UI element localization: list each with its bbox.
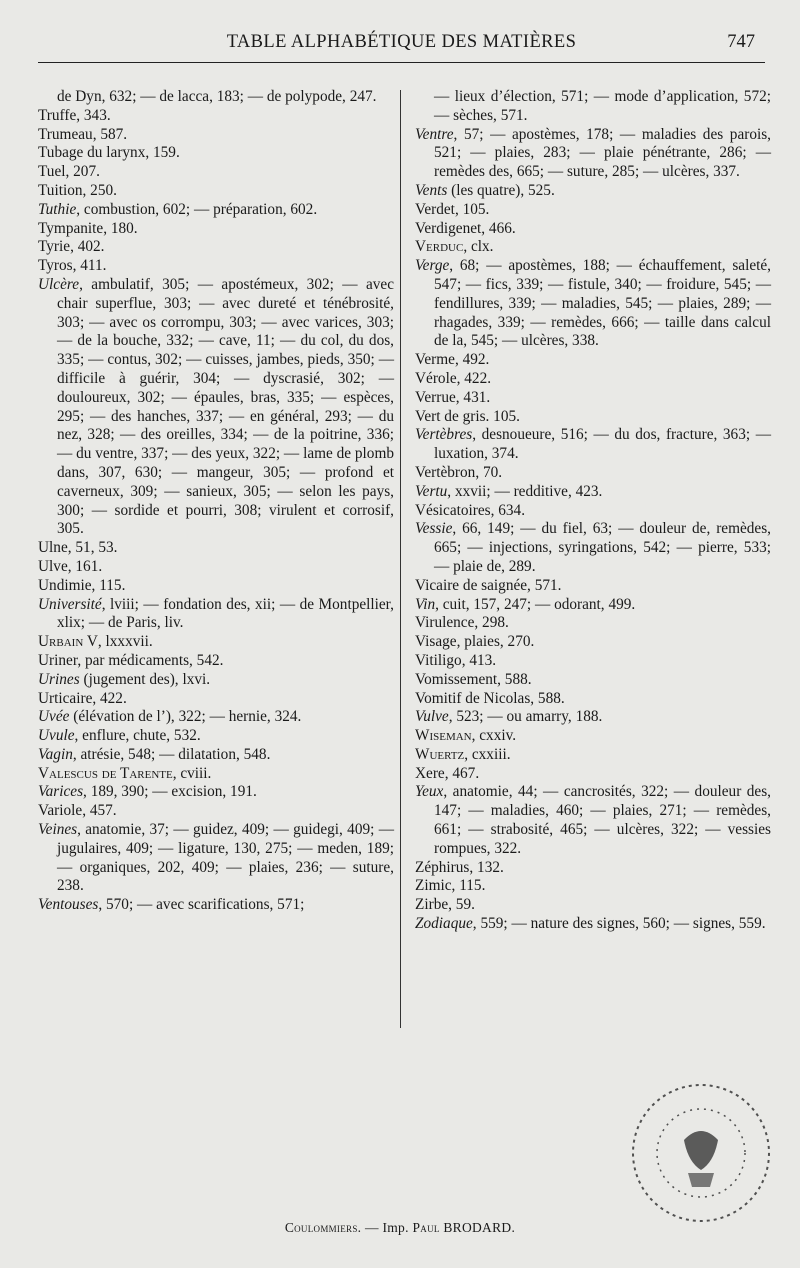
entry-headword: Vicaire de saignée [415,576,528,594]
entry-headword: Vésicatoires [415,501,491,519]
footer-printer: Paul BRODARD [412,1220,512,1235]
index-entry [38,182,394,201]
entry-headword: Verge [415,257,450,275]
entry-references: (les quatre), 525. [447,181,555,199]
index-entry [415,351,771,370]
index-entry [415,746,771,765]
index-entry [38,238,394,257]
index-entry [38,201,394,220]
entry-headword: Ulcère [38,275,80,293]
index-entry [38,690,394,709]
entry-headword: Zodiaque [415,915,473,933]
column-divider [400,90,401,1028]
index-entry [415,389,771,408]
entry-headword: Vessie [415,520,453,538]
entry-references: , 115. [451,877,486,895]
entry-headword: Zirbe [415,896,449,914]
index-entry [38,727,394,746]
entry-headword: Tyros [38,257,73,275]
entry-headword: Vulve [415,708,449,726]
entry-references: , 559; — nature des signes, 560; — signes, 559. [472,915,766,933]
entry-references: , 115. [91,576,126,594]
index-entry [38,88,394,107]
entry-headword: Verduc [415,238,464,256]
index-entry [38,220,394,239]
entry-references: , 343. [76,106,111,124]
index-entry [415,671,771,690]
entry-headword: Veines [38,821,78,839]
index-entry [38,163,394,182]
entry-headword: Vertèbres [415,426,473,444]
entry-references: , 523; — ou amarry, 188. [448,708,603,726]
entry-headword: Uriner [38,651,78,669]
entry-headword: Ventouses [38,896,99,914]
index-entry [38,821,394,896]
entry-references: , 413. [461,651,497,669]
index-entry [415,464,771,483]
index-entry [415,577,771,596]
entry-headword: Valescus de Tarente [38,764,173,782]
entry-headword: Virulence [415,614,475,632]
entry-references: , 402. [70,238,105,256]
entry-references: , lxxxvii. [97,633,153,651]
index-entry [415,520,771,576]
entry-references: , 180. [103,219,138,237]
index-entry [38,746,394,765]
entry-headword: Uvée [38,708,70,726]
entry-headword: Université [38,595,102,613]
index-entry [38,802,394,821]
index-entry [415,783,771,858]
index-entry [415,483,771,502]
entry-references: , 159. [145,144,180,162]
index-entry [38,558,394,577]
entry-references: , 59. [448,896,475,914]
index-entry [415,690,771,709]
index-entry [415,408,771,427]
entry-headword: Vitiligo [415,651,462,669]
entry-references: . 105. [485,407,520,425]
index-entry [38,257,394,276]
entry-headword: Tubage du larynx [38,144,146,162]
index-entry [415,708,771,727]
entry-headword: Tuel [38,163,66,181]
entry-headword: Uvule [38,727,75,745]
entry-headword: Vagin [38,745,73,763]
entry-references: , 66, 149; — du fiel, 63; — douleur de, remèdes, 665; — injections, syringations, 542; — pierre, 533; — plaie de, 289. [434,520,771,575]
index-entry [38,144,394,163]
entry-headword: Wuertz [415,745,465,763]
index-entry [38,126,394,145]
footer-city: Coulommiers [284,1220,358,1235]
index-entry [415,126,771,182]
index-entry [415,727,771,746]
index-entry [415,182,771,201]
entry-references: , 298. [474,614,509,632]
entry-references: , 411. [72,257,107,275]
entry-headword: Vérole [415,369,457,387]
entry-headword: Vertèbron [415,463,476,481]
page-number: 747 [727,32,755,52]
entry-headword: Vin [415,595,436,613]
entry-headword: Tyrie [38,238,71,256]
entry-headword: Ventre [415,125,454,143]
entry-headword: Ulve [38,557,68,575]
entry-headword: Verrue [415,388,456,406]
entry-headword: Vertu [415,482,448,500]
entry-references: , 431. [455,388,491,406]
entry-headword: Zéphirus [415,858,470,876]
entry-references: , 161. [67,557,103,575]
entry-headword: Verdigenet [415,219,482,237]
entry-references: , anatomie, 37; — guidez, 409; — guidegi, 409; — jugulaires, 409; — ligature, 130, 275; — meden, 189; — organiques, 202, 409; — plaies, 236; — suture, 238. [57,821,394,895]
entry-headword: Urbain V [38,633,98,651]
entry-references: , 466. [481,219,516,237]
entry-references: (élévation de l’), 322; — hernie, 324. [69,708,302,726]
entry-headword: Tuition [38,181,83,199]
entry-headword: Urticaire [38,689,93,707]
entry-headword: Varices [38,783,84,801]
running-header [38,26,765,63]
index-entry [415,633,771,652]
entry-headword: Ulne [38,539,68,557]
index-entry [415,652,771,671]
footer-end: . [511,1220,516,1235]
entry-references: , cxxiv. [471,727,517,745]
entry-references: (jugement des), lxvi. [79,670,211,688]
entry-references: , 57; — apostèmes, 178; — maladies des parois, 521; — plaies, 283; — plaie pénétrante, 286; — remèdes des, 665; — suture, 285; — ulcères, 337. [434,125,771,181]
index-entry [38,633,394,652]
index-entry [415,257,771,351]
entry-headword: Vert de gris [415,407,486,425]
index-entry [38,107,394,126]
index-entry [415,859,771,878]
entry-headword: Tympanite [38,219,104,237]
entry-references: , 587. [92,125,128,143]
entry-references: , 422. [92,689,127,707]
index-entry [38,652,394,671]
entry-references: , ambulatif, 305; — apostémeux, 302; — avec chair superflue, 303; — avec dureté et ténébrosité, 303; — avec os corrompu, 303; — avec varices, 303; — de la bouche, 332; — cave, 11; — du col, du dos, 335; — contus, 302; — cuisses, jambes, pieds, 350; — difficile à guérir, 304; — dyscrasié, 302; — douloureux, 302; — épaules, bras, 335; — espèces, 295; — des hanches, 337; — en général, 293; — du nez, 328; — des oreilles, 334; — de la poitrine, 336; — du ventre, 337; — des yeux, 322; — lame de plomb dans, 307, 630; — mangeur, 305; — profond et caverneux, 309; — sanieux, 305; — selon les pays, 300; — sordide et pourri, 308; virulent et corrosif, 305. [57,275,394,538]
entry-references: , clx. [463,238,494,256]
entry-references: , desnoueure, 516; — du dos, fracture, 363; — luxation, 374. [434,426,771,463]
index-entry [38,783,394,802]
index-entry [415,614,771,633]
entry-headword: Vomissement [415,670,498,688]
entry-references: , 51, 53. [67,539,118,557]
entry-references: , 105. [454,200,490,218]
entry-references: , 570; — avec scarifications, 571; [98,896,305,914]
entry-headword: Truffe [38,106,77,124]
index-entry [415,426,771,464]
index-entry [415,877,771,896]
index-entry [415,370,771,389]
index-entry [38,539,394,558]
entry-references: de Dyn, 632; — de lacca, 183; — de polypode, 247. [57,88,377,105]
entry-headword: Undimie [38,576,92,594]
entry-references: , 467. [444,764,480,782]
index-entry [38,708,394,727]
library-stamp-icon [626,1078,776,1228]
entry-headword: Trumeau [38,125,93,143]
index-entry [415,896,771,915]
page-title: TABLE ALPHABÉTIQUE DES MATIÈRES [226,32,577,52]
entry-references: , lviii; — fondation des, xii; — de Montpellier, xlix; — de Paris, liv. [57,595,394,632]
entry-references: , cxxiii. [464,745,511,763]
entry-references: , 70. [475,463,503,481]
index-entry [38,596,394,634]
index-entry [415,502,771,521]
entry-headword: Tuthie [38,200,77,218]
entry-headword: Visage [415,633,457,651]
entry-references: , 634. [490,501,526,519]
entry-references: , 588. [530,689,565,707]
entry-references: , xxvii; — redditive, 423. [447,482,603,500]
entry-references: , combustion, 602; — préparation, 602. [76,200,318,218]
entry-headword: Xere [415,764,445,782]
entry-references: , 571. [527,576,562,594]
index-entry [415,201,771,220]
entry-references: , cuit, 157, 247; — odorant, 499. [435,595,636,613]
entry-references: , cviii. [172,764,212,782]
entry-references: , 132. [469,858,504,876]
entry-references: , 207. [65,163,100,181]
entry-references: , 588. [497,670,532,688]
entry-headword: Vomitif de Nicolas [415,689,531,707]
footer-separator: . — Imp. [357,1220,413,1235]
index-entry [38,671,394,690]
entry-references: , anatomie, 44; — cancrosités, 322; — douleur des, 147; — maladies, 460; — plaies, 271; — remèdes, 661; — strabosité, 465; — ulcères, 322; — vessies rompues, 322. [434,783,771,857]
entry-references: — lieux d’élection, 571; — mode d’application, 572; — sèches, 571. [434,88,771,124]
entry-references: , par médicaments, 542. [77,651,224,669]
entry-headword: Verdet [415,200,455,218]
index-entry [415,765,771,784]
entry-references: , 422. [456,369,492,387]
entry-headword: Wiseman [415,727,472,745]
entry-headword: Verme [415,351,455,369]
entry-references: , 250. [82,181,117,199]
entry-references: , enflure, chute, 532. [74,727,201,745]
index-entry [415,88,771,126]
entry-headword: Yeux [415,783,444,801]
entry-headword: Urines [38,670,80,688]
entry-references: , 457. [82,802,117,820]
entry-references: , plaies, 270. [456,633,535,651]
entry-references: , 492. [454,351,490,369]
index-entry [415,596,771,615]
index-entry [38,577,394,596]
entry-references: , 68; — apostèmes, 188; — échauffement, saleté, 547; — fics, 339; — fistule, 340; — froidure, 545; — fendillures, 339; — maladies, 545; — plaies, 289; — rhagades, 339; — remèdes, 666; — taille dans calcul de la, 545; — ulcères, 338. [434,257,771,350]
entry-references: , atrésie, 548; — dilatation, 548. [72,745,271,763]
index-entry [415,238,771,257]
index-entry [415,220,771,239]
index-entry [415,915,771,934]
entry-references: , 189, 390; — excision, 191. [83,783,257,801]
entry-headword: Zimic [415,877,452,895]
entry-headword: Vents [415,181,448,199]
index-column-left [38,88,394,915]
index-entry [38,276,394,539]
index-entry [38,765,394,784]
index-entry [38,896,394,915]
index-column-right [415,88,771,934]
entry-headword: Variole [38,802,83,820]
